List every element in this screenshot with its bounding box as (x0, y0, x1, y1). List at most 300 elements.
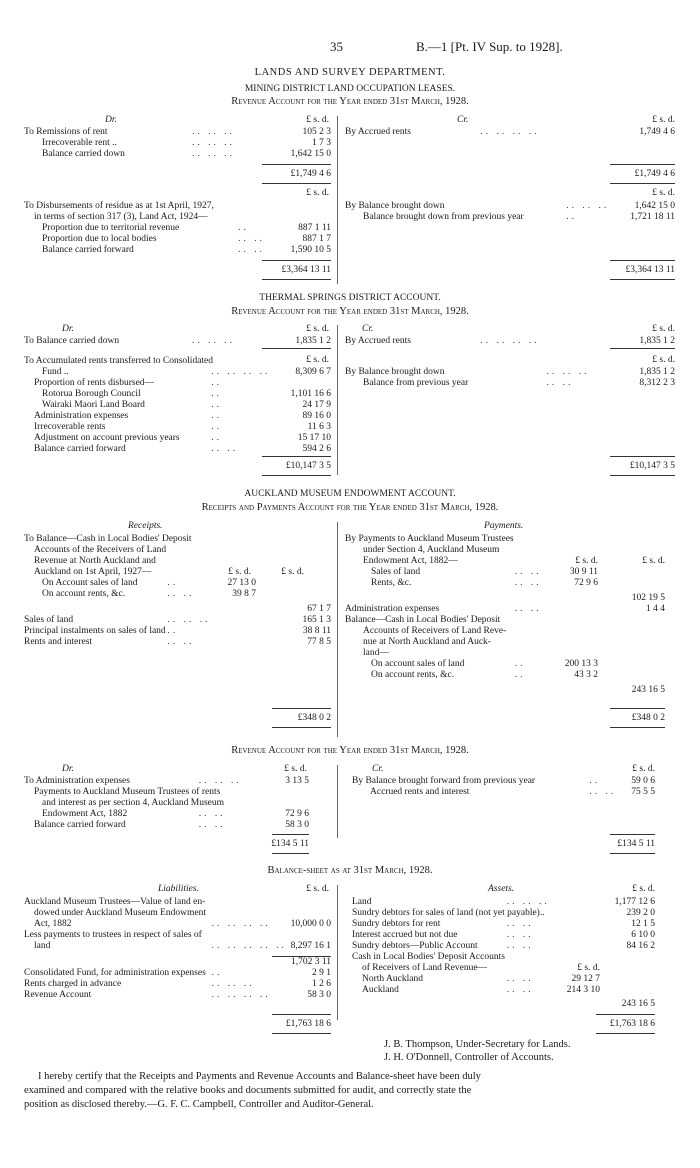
row-amount: 594 2 6 (302, 444, 331, 455)
certificate-line-3: position as disclosed thereby.—G. F. C. Campbell, Controller and Auditor-General. (24, 1099, 374, 1110)
s1-total2-left: £3,364 13 11 (281, 265, 331, 275)
rule (262, 456, 331, 457)
table-row (345, 556, 665, 567)
row-amount: 1,590 10 5 (290, 245, 331, 256)
row-label: Adjustment on account previous years (34, 433, 180, 444)
rule (262, 475, 331, 476)
row-label: On account rents, &c. (371, 670, 455, 681)
s1-credit-table (345, 127, 675, 138)
row-label: in terms of section 317 (3), Land Act, 1924— (34, 212, 208, 223)
row-amount: 1 4 4 (646, 604, 665, 615)
s2-debit-table-2 (24, 356, 331, 455)
row-label: Accrued rents and interest (370, 787, 470, 798)
table-row (24, 212, 331, 223)
row-amount: 10,000 0 0 (290, 919, 331, 930)
s3-lsd-left: £ s. d. (281, 567, 304, 577)
table-row: By Balance brought forward from previous year .. 59 0 6 (352, 776, 655, 786)
row-label: By Balance brought forward from previous year (352, 776, 536, 786)
row-amount: 15 17 10 (297, 433, 331, 444)
row-amount: 58 3 0 (285, 820, 309, 831)
s2-dr-label: Dr. (62, 324, 74, 334)
s2-lsd-right-2: £ s. d. (652, 355, 675, 365)
rule (272, 956, 331, 957)
row-subamount: 30 9 11 (569, 567, 598, 578)
row-amount: 1,835 1 2 (639, 336, 675, 346)
table-row: Principal instalments on sales of land .. 38 8 11 (24, 626, 331, 637)
table-row: To Administration expenses .. .. .. 3 13 5 (24, 776, 309, 786)
table-row: Proportion of rents disbursed— .. (24, 378, 331, 389)
row-label: Endowment Act, 1882— (363, 556, 458, 567)
s4-credit-table (352, 776, 655, 798)
signature-under-secretary: J. B. Thompson, Under-Secretary for Lands. (384, 1039, 571, 1050)
s5-lsd-left: £ s. d. (306, 884, 329, 894)
row-label: Irrecoverable rent .. (42, 138, 117, 149)
row-label: To Disbursements of residue as at 1st April, 1927, (24, 201, 214, 211)
row-label: Act, 1882 (34, 919, 72, 930)
row-amount: 243 16 5 (631, 685, 665, 696)
row-label: On Account sales of land (42, 578, 138, 589)
table-row: Sales of land .. .. 30 9 11 (345, 567, 665, 578)
row-label: Sundry debtors for rent (352, 919, 441, 930)
row-label: Endowment Act, 1882 (42, 809, 128, 820)
row-label: of Receivers of Land Revenue— (362, 963, 488, 974)
s5-assets-label: Assets. (488, 884, 515, 894)
row-subamount (556, 930, 600, 941)
s2-lsd-right: £ s. d. (652, 324, 675, 334)
table-row: Balance carried down .. .. .. 1,642 15 0 (24, 149, 331, 160)
row-amount (256, 578, 331, 589)
s3-payments-label: Payments. (484, 521, 524, 531)
row-amount: 1,702 3 11 (290, 957, 331, 968)
rule (272, 708, 331, 709)
table-row (345, 615, 665, 626)
row-amount (600, 985, 655, 996)
row-label: and interest as per section 4, Auckland Museum (42, 798, 225, 809)
s5-liabilities-label: Liabilities. (158, 884, 199, 894)
row-label: Accounts of the Receivers of Land (34, 545, 167, 556)
table-row (24, 556, 331, 567)
row-amount: 1,642 15 0 (290, 149, 331, 160)
rule (610, 727, 665, 728)
table-row: Endowment Act, 1882 .. .. 72 9 6 (24, 809, 309, 820)
page-number: 35 (330, 39, 343, 54)
row-amount: 8,297 16 1 (290, 941, 331, 952)
rule (610, 183, 675, 184)
table-row: To Remissions of rent .. .. .. 105 2 3 (24, 127, 331, 137)
table-row (345, 637, 665, 648)
row-label: By Accrued rents (345, 127, 411, 137)
s3-lsd-right-sub: £ s. d. (575, 556, 598, 566)
row-label: Rents charged in advance (24, 979, 122, 990)
row-label: Sales of land (24, 615, 74, 626)
signature-controller: J. H. O'Donnell, Controller of Accounts. (384, 1052, 554, 1063)
table-row: Irrecoverable rents .. 11 6 3 (24, 422, 331, 433)
row-amount (600, 974, 655, 985)
table-row: On account sales of land .. 200 13 3 (345, 659, 665, 670)
department-title: LANDS AND SURVEY DEPARTMENT. (254, 67, 446, 78)
rule (272, 853, 309, 854)
row-subamount (211, 626, 256, 637)
row-label: Sundry debtors—Public Account (352, 941, 478, 952)
rule (596, 1014, 655, 1015)
s4-debit-table (24, 776, 309, 831)
row-label: Wairaki Maori Land Board (42, 400, 145, 411)
row-label: Balance brought down from previous year (363, 212, 524, 223)
s4-lsd-right: £ s. d. (632, 764, 655, 774)
s4-column-divider (337, 765, 338, 838)
row-amount: 102 19 5 (631, 593, 665, 604)
certificate-line-1: I hereby certify that the Receipts and Payments and Revenue Accounts and Balance-sheet have been duly (38, 1071, 481, 1082)
row-label: Payments to Auckland Museum Trustees of rents (34, 787, 221, 798)
row-label: Proportion due to local bodies (42, 234, 157, 245)
table-row: Sales of land .. .. .. 165 1 3 (24, 615, 331, 626)
rule (610, 475, 675, 476)
table-row: To Balance carried down .. .. .. 1,835 1 2 (24, 336, 331, 346)
s2-cr-label: Cr. (362, 324, 374, 334)
s1-column-divider (337, 116, 338, 284)
table-row: Sundry debtors—Public Account .. .. 84 16 2 (352, 941, 655, 952)
s3-subtitle: Receipts and Payments Account for the Year ended 31st March, 1928. (201, 502, 499, 513)
row-amount: 887 1 7 (302, 234, 331, 245)
row-amount: 77 8 5 (307, 637, 331, 648)
row-amount: 12 1 5 (631, 919, 655, 930)
row-amount (598, 567, 665, 578)
s1-debit-table-2 (24, 201, 331, 256)
row-subamount: 43 3 2 (574, 670, 598, 681)
s3-total-right: £348 0 2 (631, 713, 665, 723)
row-label: Irrecoverable rents (34, 422, 106, 433)
row-amount: 1,835 1 2 (295, 336, 331, 346)
row-label: To Administration expenses (24, 776, 130, 786)
rule (610, 260, 675, 261)
s5-column-divider (337, 885, 338, 1020)
s3-lsd-right: £ s. d. (642, 556, 665, 566)
table-row: Land .. .. .. 1,177 12 6 (352, 897, 655, 907)
s1-debit-table (24, 127, 331, 160)
s1-lsd-right-2: £ s. d. (652, 188, 675, 198)
row-label: By Balance brought down (345, 201, 445, 211)
row-label: On account rents, &c. (42, 589, 126, 600)
row-label: Rents and interest (24, 637, 93, 648)
s2-column-divider (337, 325, 338, 475)
table-row (352, 963, 655, 974)
row-label: Administration expenses (34, 411, 129, 422)
row-label: Auckland on 1st April, 1927— (34, 567, 152, 578)
row-subamount (556, 996, 600, 1010)
s3-title: AUCKLAND MUSEUM ENDOWMENT ACCOUNT. (244, 489, 456, 499)
s1-title: MINING DISTRICT LAND OCCUPATION LEASES. (244, 84, 456, 94)
table-row: By Accrued rents .. .. .. .. 1,835 1 2 (345, 336, 675, 346)
s5-assets-table (352, 897, 655, 1010)
row-label: Balance carried forward (42, 245, 134, 256)
row-amount: 72 9 6 (285, 809, 309, 820)
table-row (24, 534, 331, 545)
s1-cr-label: Cr. (457, 115, 469, 125)
row-label: Rotorua Borough Council (42, 389, 141, 400)
s5-lsd-right: £ s. d. (632, 884, 655, 894)
table-row (24, 787, 309, 798)
s4-dr-label: Dr. (62, 764, 74, 774)
table-row: Accrued rents and interest .. .. 75 5 5 (352, 787, 655, 798)
s2-lsd-left: £ s. d. (306, 324, 329, 334)
table-row: Irrecoverable rent .. .. .. .. 1 7 3 (24, 138, 331, 149)
s2-subtitle: Revenue Account for the Year ended 31st March, 1928. (231, 306, 469, 317)
row-amount: 1,749 4 6 (639, 127, 675, 137)
row-subamount (211, 600, 256, 615)
row-label: Balance carried down (42, 149, 125, 160)
row-subamount: 29 12 7 (571, 974, 600, 985)
rule (262, 260, 331, 261)
s1-lsd-left: £ s. d. (306, 115, 329, 125)
row-label: North Auckland (362, 974, 423, 985)
table-row (24, 356, 331, 367)
row-amount: 59 0 6 (631, 776, 655, 786)
rule (610, 279, 675, 280)
table-row: North Auckland .. .. 29 12 7 (352, 974, 655, 985)
row-amount: 2 9 1 (312, 968, 331, 979)
row-label: Balance from previous year (363, 378, 469, 389)
row-amount: 243 16 5 (621, 999, 655, 1010)
table-row (345, 681, 665, 696)
row-amount: 3 13 5 (285, 776, 309, 786)
s2-title: THERMAL SPRINGS DISTRICT ACCOUNT. (259, 293, 441, 303)
s1-dr-label: Dr. (105, 115, 117, 125)
row-label: Sales of land (371, 567, 421, 578)
rule (610, 853, 655, 854)
s3-receipts-table (24, 534, 331, 648)
row-label: Proportion of rents disbursed— (34, 378, 155, 389)
row-amount: 24 17 9 (302, 400, 331, 411)
row-amount: 1,177 12 6 (614, 897, 655, 907)
s2-credit-table (345, 336, 675, 347)
row-label: dowed under Auckland Museum Endowment (34, 908, 207, 919)
table-row: Act, 1882 .. .. .. .. 10,000 0 0 (24, 919, 331, 930)
s4-total-right: £134 5 11 (617, 839, 655, 849)
row-amount: 1 7 3 (312, 138, 331, 149)
row-subamount: 214 3 10 (566, 985, 600, 996)
table-row (24, 798, 309, 809)
rule (610, 834, 655, 835)
table-row: On account rents, &c. .. .. 39 8 7 (24, 589, 331, 600)
row-label (352, 996, 507, 1010)
rule (272, 727, 331, 728)
s4-lsd-left: £ s. d. (284, 764, 307, 774)
row-label (24, 600, 167, 615)
s1-lsd-left-2: £ s. d. (306, 188, 329, 198)
table-row (24, 908, 331, 919)
rule (262, 348, 331, 349)
row-subamount: £ s. d. (577, 963, 600, 974)
table-row: By Accrued rents .. .. .. .. 1,749 4 6 (345, 127, 675, 137)
row-amount: 38 8 11 (302, 626, 331, 637)
table-row: Balance brought down from previous year .. 1,721 18 11 (345, 212, 675, 223)
document-reference: B.—1 [Pt. IV Sup. to 1928]. (416, 39, 563, 54)
s3-column-divider (337, 522, 338, 737)
table-row (24, 930, 331, 941)
row-label: By Payments to Auckland Museum Trustees (345, 534, 514, 544)
row-amount (600, 963, 655, 974)
table-row: Auckland .. .. 214 3 10 (352, 985, 655, 996)
table-row: Wairaki Maori Land Board .. 24 17 9 (24, 400, 331, 411)
table-row: Fund .. .. .. .. .. 8,309 6 7 (24, 367, 331, 378)
row-label: land (34, 941, 51, 952)
row-label: To Accumulated rents transferred to Consolidated (24, 356, 214, 366)
row-label (345, 589, 515, 604)
table-row (345, 589, 665, 604)
rule (610, 348, 675, 349)
row-amount (598, 578, 665, 589)
row-label: Administration expenses (345, 604, 440, 615)
row-label: Revenue at North Auckland and (34, 556, 156, 567)
table-row: Rents and interest .. .. 77 8 5 (24, 637, 331, 648)
row-label: Revenue Account (24, 990, 92, 1001)
table-row (345, 545, 665, 556)
row-label: Principal instalments on sales of land (24, 626, 166, 637)
table-row: On account rents, &c. .. 43 3 2 (345, 670, 665, 681)
table-row: Rents, &c. .. .. 72 9 6 (345, 578, 665, 589)
row-subamount (556, 941, 600, 952)
table-row (24, 897, 331, 908)
row-label (24, 952, 212, 968)
row-subamount: 27 13 0 (227, 578, 256, 589)
table-row (345, 534, 665, 545)
rule (262, 164, 331, 165)
row-subamount: 39 8 7 (232, 589, 256, 600)
row-subamount (211, 615, 256, 626)
row-amount: 89 16 0 (302, 411, 331, 422)
row-amount: 1,642 15 0 (634, 201, 675, 211)
row-label: nue at North Auckland and Auck- (363, 637, 491, 648)
s2-total-left: £10,147 3 5 (285, 461, 331, 471)
row-subamount (553, 589, 598, 604)
s3-total-left: £348 0 2 (297, 713, 331, 723)
row-subamount (556, 897, 600, 908)
s3-payments-table (345, 534, 665, 696)
table-row (345, 648, 665, 659)
row-amount: 239 2 0 (626, 908, 655, 919)
table-row: By Balance brought down .. .. .. 1,642 15 0 (345, 201, 675, 211)
row-amount: 1 2 6 (312, 979, 331, 990)
row-amount: 887 1 11 (298, 223, 331, 234)
row-label: To Balance carried down (24, 336, 120, 346)
row-amount: 1,835 1 2 (639, 367, 675, 377)
rule (262, 183, 331, 184)
rule (610, 708, 665, 709)
s1-total2-right: £3,364 13 11 (625, 265, 675, 275)
table-row: Consolidated Fund, for administration expenses .. 2 9 1 (24, 968, 331, 979)
table-row: Adjustment on account previous years .. 15 17 10 (24, 433, 331, 444)
s2-lsd-left-2: £ s. d. (306, 355, 329, 365)
table-row: On Account sales of land .. 27 13 0 (24, 578, 331, 589)
table-row (352, 908, 655, 919)
s4-total-left: £134 5 11 (271, 839, 309, 849)
row-label: land— (363, 648, 389, 659)
row-label: Balance carried forward (34, 444, 126, 455)
row-amount: 6 10 0 (631, 930, 655, 941)
row-label: Land (352, 897, 372, 907)
row-label: Rents, &c. (371, 578, 412, 589)
row-amount: 8,309 6 7 (295, 367, 331, 378)
row-amount (256, 589, 331, 600)
table-row (352, 996, 655, 1010)
table-row (352, 952, 655, 963)
rule (262, 279, 331, 280)
table-row (24, 545, 331, 556)
row-amount: 1,721 18 11 (630, 212, 675, 223)
s4-cr-label: Cr. (372, 764, 384, 774)
table-row: Balance carried forward .. .. 594 2 6 (24, 444, 331, 455)
row-amount: 1,101 16 6 (290, 389, 331, 400)
row-amount: 165 1 3 (302, 615, 331, 626)
table-row: Administration expenses .. 89 16 0 (24, 411, 331, 422)
table-row: Balance carried forward .. .. 1,590 10 5 (24, 245, 331, 256)
row-subamount: 72 9 6 (574, 578, 598, 589)
row-label: Auckland (362, 985, 399, 996)
s3-lsd-left-sub: £ s. d. (228, 567, 251, 577)
table-row: By Balance brought down .. .. .. 1,835 1 2 (345, 367, 675, 377)
row-label: By Accrued rents (345, 336, 411, 346)
row-label: On account sales of land (371, 659, 465, 670)
row-label: Consolidated Fund, for administration expenses (24, 968, 206, 979)
row-amount: 105 2 3 (302, 127, 331, 137)
row-amount: 67 1 7 (307, 604, 331, 615)
table-row: land .. .. .. .. .. 8,297 16 1 (24, 941, 331, 952)
s1-total-right: £1,749 4 6 (634, 169, 675, 179)
rule (272, 1014, 331, 1015)
row-label: By Balance brought down (345, 367, 445, 377)
row-amount (598, 659, 665, 670)
row-subamount (556, 919, 600, 930)
s1-credit-table-2 (345, 201, 675, 223)
s2-credit-table-2 (345, 367, 675, 389)
rule (610, 164, 675, 165)
table-row: Proportion due to local bodies .. .. 887 1 7 (24, 234, 331, 245)
table-row (24, 600, 331, 615)
row-subamount (553, 604, 598, 615)
s1-lsd-right: £ s. d. (652, 115, 675, 125)
certificate-line-2: examined and compared with the relative books and documents submitted for audit, and correctly state the (24, 1085, 472, 1096)
table-row: Proportion due to territorial revenue .. 887 1 11 (24, 223, 331, 234)
row-label: Cash in Local Bodies' Deposit Accounts (352, 952, 505, 963)
row-label: Balance—Cash in Local Bodies' Deposit (345, 615, 501, 626)
table-row: Sundry debtors for rent .. .. 12 1 5 (352, 919, 655, 930)
row-subamount: 200 13 3 (564, 659, 598, 670)
row-label: Sundry debtors for sales of land (not yet payable).. (352, 908, 545, 919)
table-row: Rents charged in advance .. .. .. 1 2 6 (24, 979, 331, 990)
rule (272, 834, 309, 835)
s5-liabilities-table (24, 897, 331, 1001)
s2-debit-table (24, 336, 331, 347)
row-amount: 11 6 3 (307, 422, 331, 433)
row-label: Balance carried forward (34, 820, 126, 831)
row-label: under Section 4, Auckland Museum (363, 545, 500, 556)
row-amount: 75 5 5 (631, 787, 655, 798)
table-row: Interest accrued but not due .. .. 6 10 0 (352, 930, 655, 941)
table-row: Rotorua Borough Council .. 1,101 16 6 (24, 389, 331, 400)
rule (272, 1033, 331, 1034)
row-label: Proportion due to territorial revenue (42, 223, 180, 234)
row-subamount (553, 681, 598, 696)
table-row (24, 201, 331, 212)
row-amount: 58 3 0 (307, 990, 331, 1001)
table-row: Balance from previous year .. .. 8,312 2 3 (345, 378, 675, 389)
table-row (24, 952, 331, 968)
s2-total-right: £10,147 3 5 (629, 461, 675, 471)
table-row (24, 567, 331, 578)
s5-subtitle: Balance-sheet as at 31st March, 1928. (267, 865, 433, 876)
s1-total-left: £1,749 4 6 (290, 169, 331, 179)
row-label: Fund .. (42, 367, 69, 378)
